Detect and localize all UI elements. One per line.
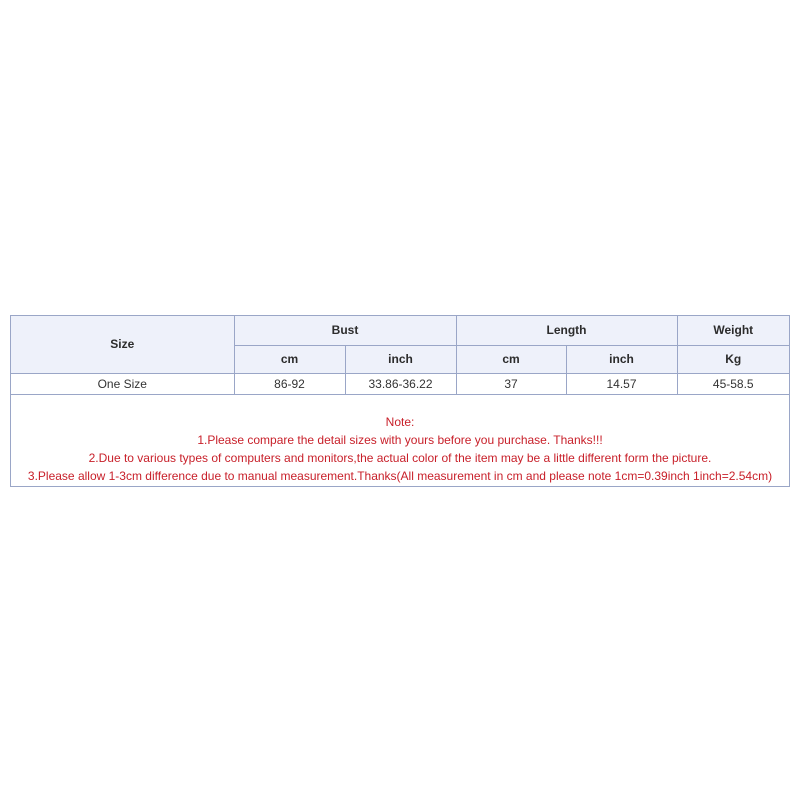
cell-weight-kg: 45-58.5 [677,373,789,394]
header-size: Size [11,316,234,373]
note-title: Note: [385,414,415,429]
subheader-length-inch: inch [566,345,677,373]
subheader-length-cm: cm [456,345,566,373]
size-chart [10,315,790,487]
header-length: Length [456,316,677,345]
subheader-bust-inch: inch [345,345,456,373]
subheader-bust-cm: cm [234,345,345,373]
cell-size: One Size [11,373,234,394]
cell-bust-inch: 33.86-36.22 [345,373,456,394]
cell-length-cm: 37 [456,373,566,394]
subheader-weight-kg: Kg [677,345,789,373]
note-line-1: 1.Please compare the detail sizes with yours before you purchase. Thanks!!! [197,432,603,447]
cell-length-inch: 14.57 [566,373,677,394]
note-line-2: 2.Due to various types of computers and monitors,the actual color of the item may be a little different form the picture. [88,450,712,465]
table-row [11,373,789,394]
table-header-row [11,316,789,345]
cell-bust-cm: 86-92 [234,373,345,394]
header-bust: Bust [234,316,456,345]
note-line-3: 3.Please allow 1-3cm difference due to manual measurement.Thanks(All measurement in cm and please note 1cm=0.39inch 1inch=2.54cm) [27,468,773,483]
size-table [11,316,789,395]
header-weight: Weight [677,316,789,345]
notes-section [11,395,789,485]
